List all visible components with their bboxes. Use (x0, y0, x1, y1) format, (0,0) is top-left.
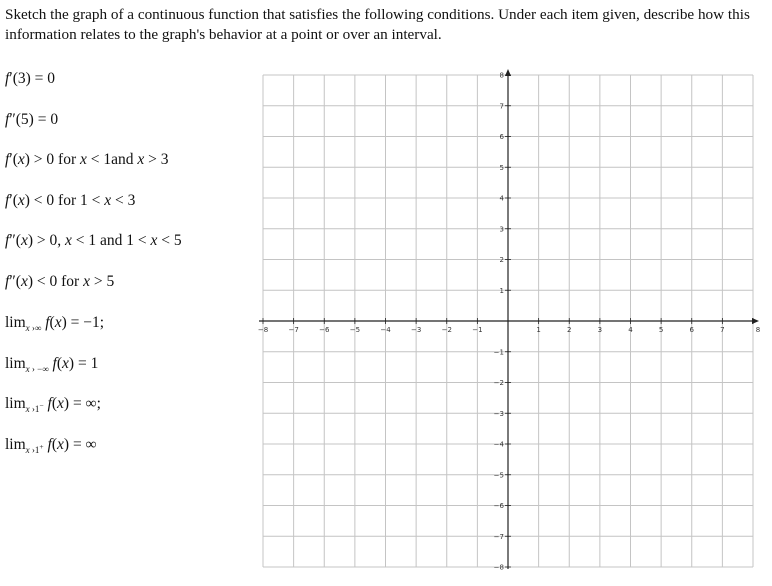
x-tick-label: −3 (410, 326, 422, 334)
instructions-text: Sketch the graph of a continuous function that satisfies the following conditions. Under each item given, describe how this information relates to the graph's behavior at a point or over an interval. (5, 6, 750, 43)
y-tick-label: 1 (499, 286, 504, 295)
y-tick-label: −5 (493, 471, 504, 480)
y-tick-label: −4 (493, 440, 504, 449)
condition-6: f″(x) < 0 for x > 5 (5, 273, 115, 290)
x-tick-label: −2 (441, 326, 452, 334)
x-tick-label: −8 (257, 326, 269, 334)
condition-3: f′(x) > 0 for x < 1and x > 3 (5, 151, 169, 168)
condition-8: $\lim_{x › -\infty} f(x) = 1$ (5, 355, 99, 375)
y-tick-label: 3 (499, 225, 504, 234)
x-tick-label: 4 (628, 326, 633, 334)
condition-10: $\lim_{x ›1^+} f(x)$ = ∞ (5, 436, 97, 456)
y-tick-label: 2 (499, 256, 504, 264)
y-tick-label: −8 (493, 563, 504, 572)
condition-4: f′(x) < 0 for 1 < x < 3 (5, 192, 136, 209)
x-tick-label: 2 (567, 326, 572, 334)
x-tick-label: 5 (658, 326, 664, 334)
y-tick-label: −3 (493, 409, 504, 418)
x-tick-label: 3 (597, 326, 603, 334)
condition-1: f′(3) = 0 (5, 70, 56, 87)
y-tick-label: −2 (493, 379, 504, 387)
y-tick-label: 6 (499, 133, 504, 141)
x-tick-label: −5 (349, 326, 361, 334)
y-tick-label: 5 (499, 163, 504, 172)
y-tick-label: 7 (499, 102, 504, 111)
condition-2: f″(5) = 0 (5, 111, 59, 128)
x-tick-label: −6 (319, 326, 330, 334)
x-tick-label: −4 (380, 326, 391, 334)
y-tick-label: −1 (493, 348, 504, 357)
y-tick-label: −6 (493, 502, 504, 510)
x-tick-label: 1 (536, 326, 541, 334)
condition-5: f″(x) > 0, x < 1 and 1 < x < 5 (5, 232, 182, 249)
condition-7: $\lim_{x ›\infty} f(x) = -1$; (5, 314, 105, 334)
y-tick-label: 4 (499, 194, 504, 203)
x-tick-label: −7 (288, 326, 299, 334)
y-tick-label: 8 (499, 71, 504, 80)
x-tick-label: −1 (472, 326, 483, 334)
x-tick-label: 7 (720, 326, 725, 334)
x-tick-label: 8 (755, 326, 761, 334)
x-tick-label: 6 (689, 326, 694, 334)
condition-9: $\lim_{x ›1^-} f(x)$ = ∞; (5, 395, 101, 415)
y-tick-label: −7 (493, 532, 504, 541)
